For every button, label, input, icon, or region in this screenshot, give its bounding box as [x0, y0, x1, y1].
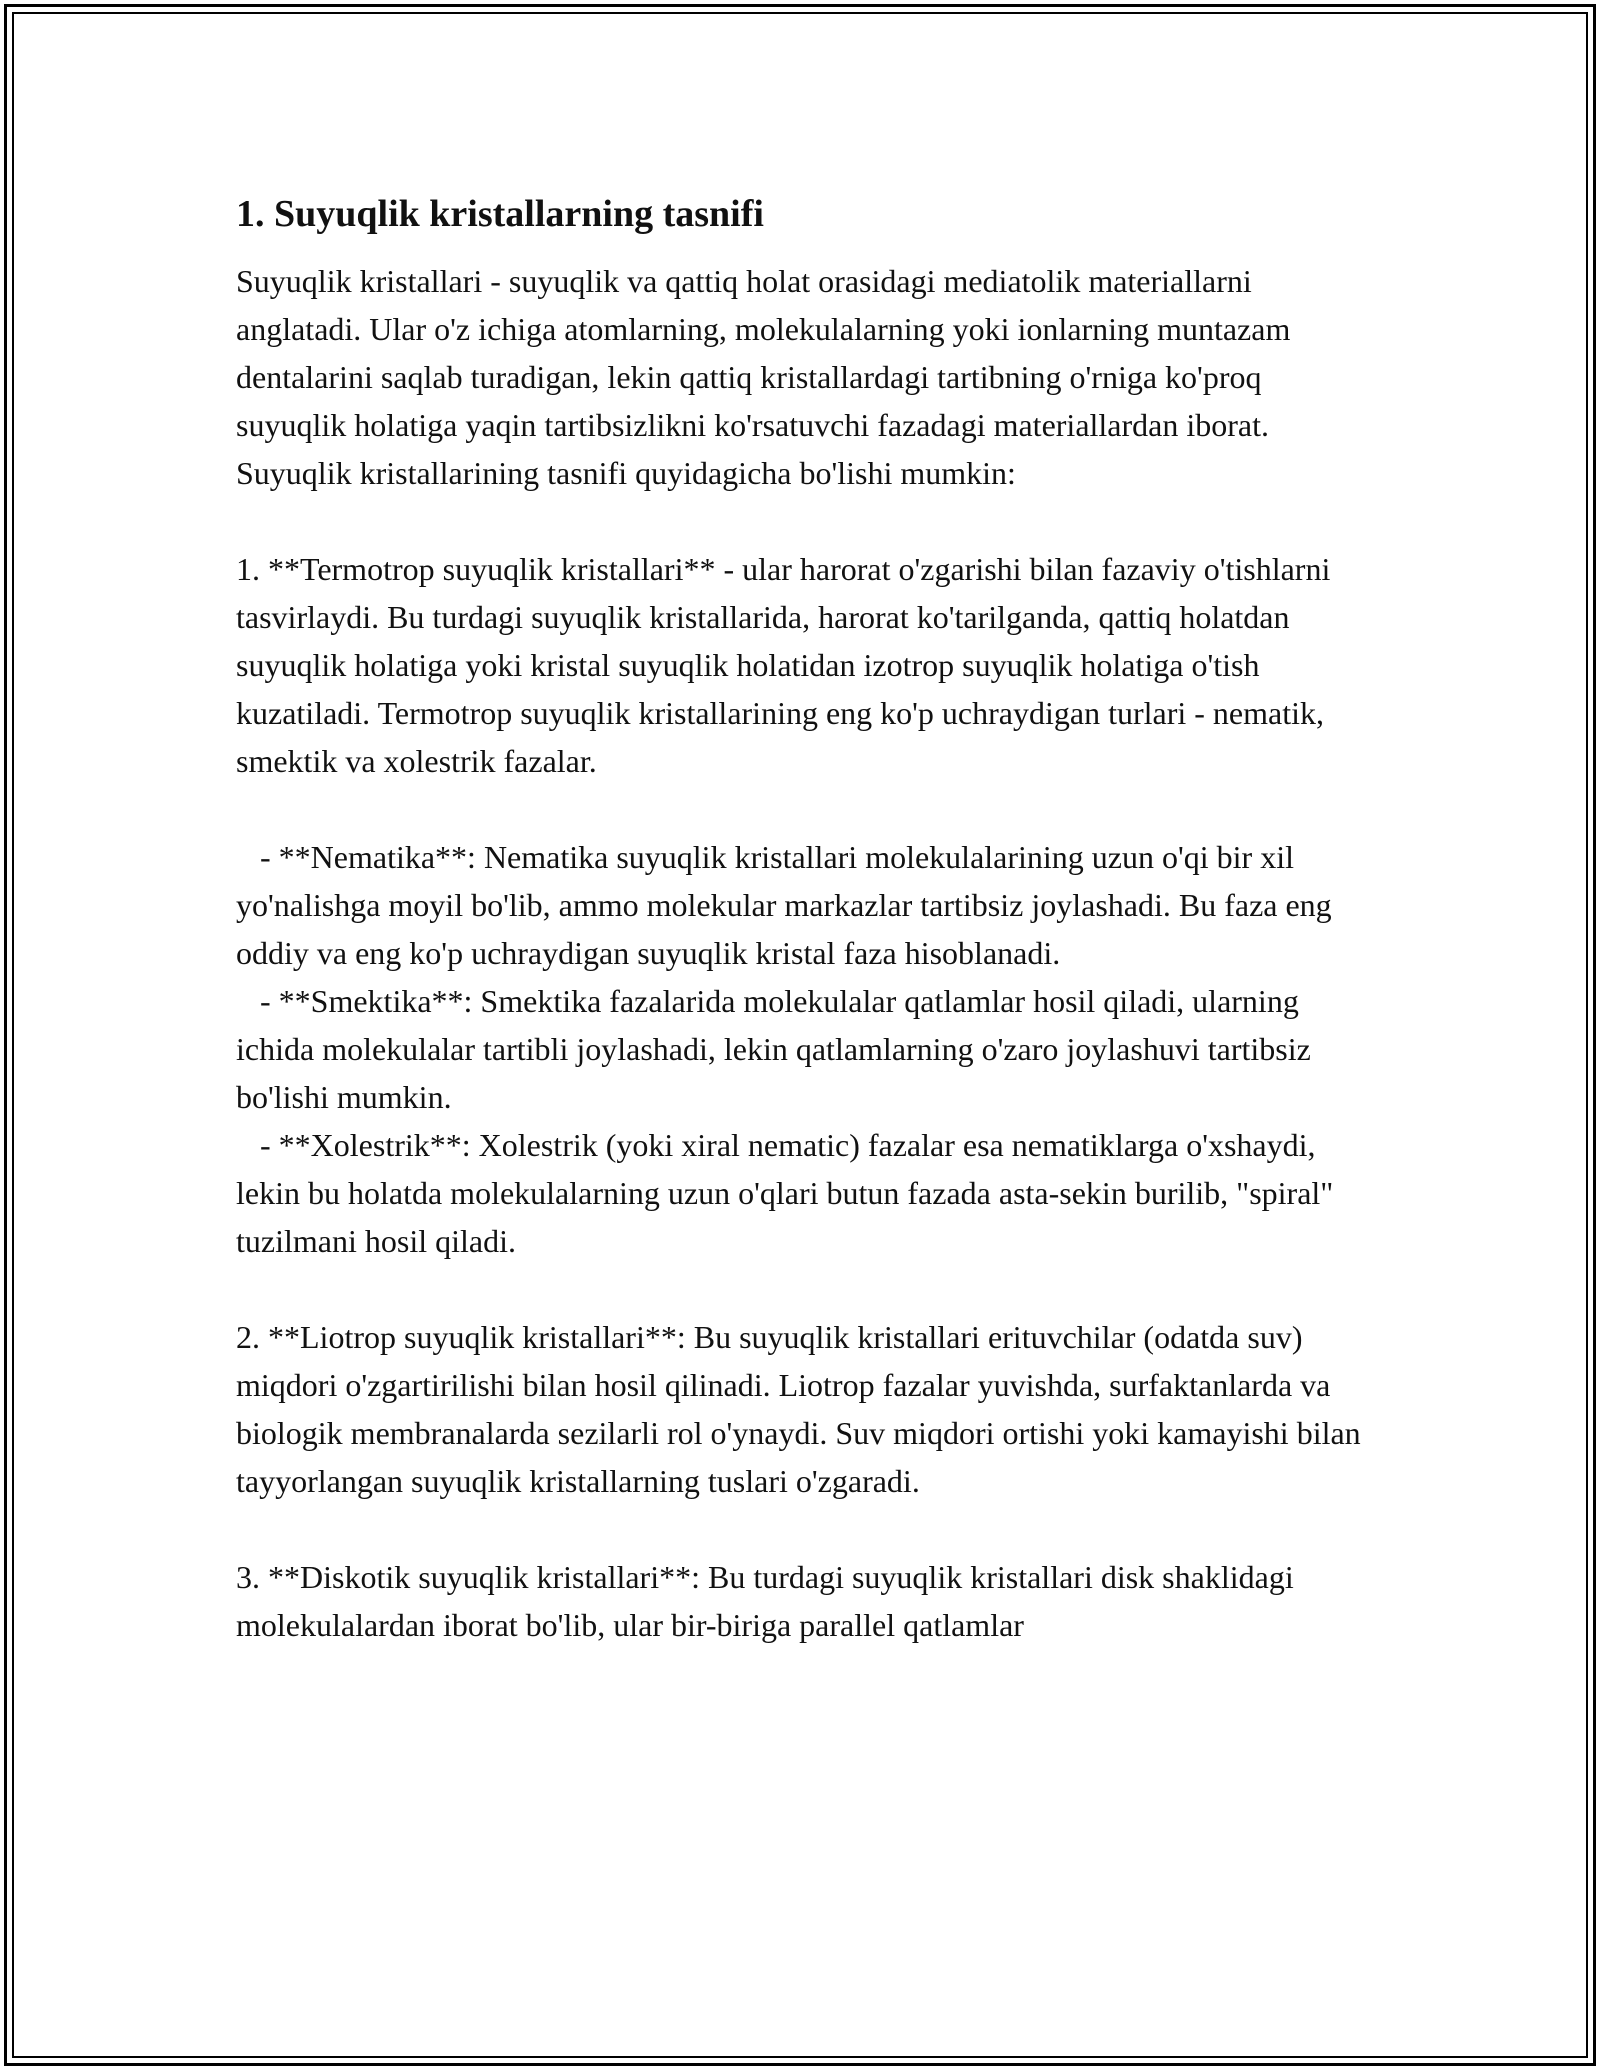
paragraph-gap [236, 785, 1376, 833]
document-body [236, 180, 1376, 1649]
paragraph-gap [236, 1265, 1376, 1313]
paragraph-intro: Suyuqlik kristallari - suyuqlik va qattiq holat orasidagi mediatolik materiallarni anglatadi. Ular o'z ichiga atomlarning, molekulalarning yoki ionlarning muntazam dentalarini saqlab turadigan, lekin qattiq kristallardagi tartibning o'rniga ko'proq suyuqlik holatiga yaqin tartibsizlikni ko'rsatuvchi fazadagi materiallardan iborat. Suyuqlik kristallarining tasnifi quyidagicha bo'lishi mumkin: [236, 263, 1299, 492]
paragraph-gap [236, 497, 1376, 545]
paragraph-gap [236, 1505, 1376, 1553]
paragraph-diskotik: 3. **Diskotik suyuqlik kristallari**: Bu turdagi suyuqlik kristallari disk shaklidagi molekulalardan iborat bo'lib, ular bir-biriga parallel qatlamlar [236, 1559, 1302, 1644]
paragraph-subtypes: - **Nematika**: Nematika suyuqlik kristallari molekulalarining uzun o'qi bir xil yo'nalishga moyil bo'lib, ammo molekular markazlar tartibsiz joylashadi. Bu faza eng oddiy va eng ko'p uchraydigan suyuqlik kristal faza hisoblanadi. - **Smektika**: Smektika fazalarida molekulalar qatlamlar hosil qiladi, ularning ichida molekulalar tartibli joylashadi, lekin qatlamlarning o'zaro joylashuvi tartibsiz bo'lishi mumkin. - **Xolestrik**: Xolestrik (yoki xiral nematic) fazalar esa nematiklarga o'xshaydi, lekin bu holatda molekulalarning uzun o'qlari butun fazada asta-sekin burilib, "spiral" tuzilmani hosil qiladi. [236, 839, 1334, 1260]
paragraph-termotrop: 1. **Termotrop suyuqlik kristallari** - ular harorat o'zgarishi bilan fazaviy o'tishlarni tasvirlaydi. Bu turdagi suyuqlik kristallarida, harorat ko'tarilganda, qattiq holatdan suyuqlik holatiga yoki kristal suyuqlik holatidan izotrop suyuqlik holatiga o'tish kuzatiladi. Termotrop suyuqlik kristallarining eng ko'p uchraydigan turlari - nematik, smektik va xolestrik fazalar. [236, 551, 1339, 780]
document-title: 1. Suyuqlik kristallarning tasnifi [236, 193, 764, 235]
paragraph-liotrop: 2. **Liotrop suyuqlik kristallari**: Bu suyuqlik kristallari erituvchilar (odatda suv) miqdori o'zgartirilishi bilan hosil qilinadi. Liotrop fazalar yuvishda, surfaktanlarda va biologik membranalarda sezilarli rol o'ynaydi. Suv miqdori ortishi yoki kamayishi bilan tayyorlangan suyuqlik kristallarning tuslari o'zgaradi. [236, 1319, 1369, 1500]
